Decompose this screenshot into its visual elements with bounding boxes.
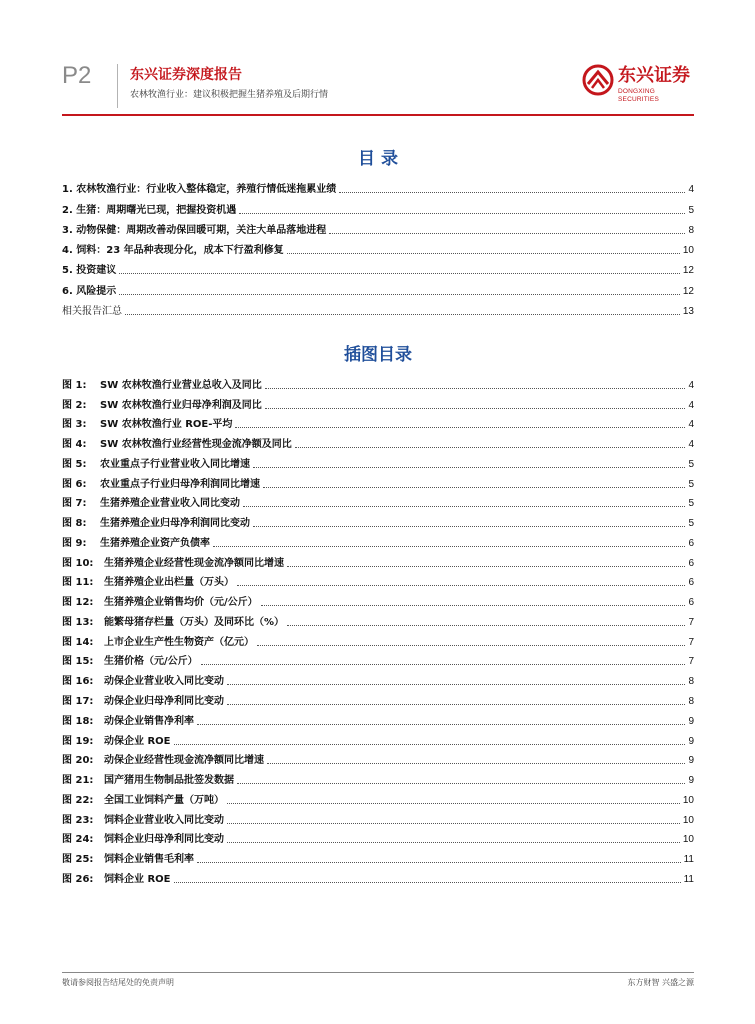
figure-item-page: 7 — [688, 656, 694, 668]
figure-item-label: 国产猪用生物制品批签发数据 — [104, 775, 234, 787]
figure-item-number: 图 20: — [62, 755, 94, 767]
figure-item-number: 图 7: — [62, 498, 87, 510]
figure-item-page: 7 — [688, 636, 694, 648]
figure-item-number: 图 19: — [62, 735, 94, 747]
figure-item[interactable] — [62, 609, 694, 629]
dot-leader — [265, 388, 686, 389]
toc-item-label: 6. 风险提示 — [62, 285, 117, 297]
dot-leader — [213, 546, 685, 547]
figure-item-page: 9 — [688, 715, 694, 727]
figure-item[interactable] — [62, 748, 694, 768]
figure-item[interactable] — [62, 392, 694, 412]
figure-item[interactable] — [62, 471, 694, 491]
figure-item-page: 11 — [683, 854, 694, 866]
toc-item-label: 2. 生猪：周期曙光已现，把握投资机遇 — [62, 204, 237, 216]
figure-item-page: 11 — [683, 873, 694, 885]
figure-item-label: 动保企业销售净利率 — [104, 715, 194, 727]
figures-title: 插图目录 — [344, 345, 412, 365]
footer-rule — [62, 972, 694, 973]
figure-item-label: SW 农林牧渔行业 ROE-平均 — [100, 419, 233, 431]
toc-item[interactable] — [62, 217, 694, 237]
footer-slogan: 东方财智 兴盛之源 — [627, 978, 694, 987]
figure-item-label: 生猪养殖企业营业收入同比变动 — [100, 498, 240, 510]
figure-item-page: 4 — [688, 379, 694, 391]
figure-item-page: 5 — [688, 458, 694, 470]
figure-item-label: 全国工业饲料产量（万吨） — [104, 794, 224, 806]
figure-item-page: 10 — [682, 834, 694, 846]
toc-item-page: 13 — [682, 306, 694, 318]
figure-item[interactable] — [62, 649, 694, 669]
dot-leader — [174, 882, 681, 883]
figure-item-number: 图 26: — [62, 873, 94, 885]
figure-item[interactable] — [62, 589, 694, 609]
figure-item-number: 图 16: — [62, 676, 94, 688]
dot-leader — [197, 724, 685, 725]
figure-item[interactable] — [62, 708, 694, 728]
figure-item-label: SW 农林牧渔行业归母净利润及同比 — [100, 399, 262, 411]
dot-leader — [339, 192, 685, 193]
toc-item-label: 1. 农林牧渔行业：行业收入整体稳定，养殖行情低迷拖累业绩 — [62, 184, 337, 196]
header-rule — [62, 114, 694, 116]
dot-leader — [227, 823, 680, 824]
page-header — [62, 62, 694, 114]
figure-item-label: 生猪养殖企业资产负债率 — [100, 537, 210, 549]
figure-item-page: 6 — [688, 537, 694, 549]
figure-item-number: 图 6: — [62, 478, 87, 490]
figure-item-page: 6 — [688, 577, 694, 589]
figure-item[interactable] — [62, 530, 694, 550]
report-title: 东兴证券深度报告 — [130, 67, 242, 83]
figure-item-page: 10 — [682, 814, 694, 826]
figure-item-number: 图 8: — [62, 518, 87, 530]
logo-name-cn: 东兴证券 — [618, 65, 690, 86]
toc-item-label: 4. 饲料：23 年品种表现分化，成本下行盈利修复 — [62, 245, 284, 257]
dot-leader — [237, 585, 685, 586]
figure-item-number: 图 18: — [62, 715, 94, 727]
toc-item-label: 5. 投资建议 — [62, 265, 117, 277]
figure-item-number: 图 2: — [62, 399, 87, 411]
figure-item[interactable] — [62, 728, 694, 748]
dot-leader — [287, 625, 685, 626]
figure-item[interactable] — [62, 866, 694, 886]
figure-item[interactable] — [62, 827, 694, 847]
figure-item[interactable] — [62, 491, 694, 511]
toc-item-page: 10 — [682, 245, 694, 257]
figure-item-page: 10 — [682, 794, 694, 806]
dot-leader — [174, 744, 686, 745]
figure-item[interactable] — [62, 570, 694, 590]
figure-item-label: 生猪养殖企业销售均价（元/公斤） — [104, 597, 258, 609]
toc-item-page: 12 — [682, 285, 694, 297]
figure-item-page: 4 — [688, 439, 694, 451]
figure-item-number: 图 23: — [62, 814, 94, 826]
dot-leader — [287, 566, 685, 567]
figure-item-label: 农业重点子行业归母净利润同比增速 — [100, 478, 260, 490]
figure-item-label: 生猪养殖企业经营性现金流净额同比增速 — [104, 557, 284, 569]
figure-item-page: 5 — [688, 498, 694, 510]
figure-item-label: 饲料企业营业收入同比变动 — [104, 814, 224, 826]
figure-item-page: 9 — [688, 775, 694, 787]
figure-item[interactable] — [62, 787, 694, 807]
dot-leader — [197, 862, 681, 863]
logo-name-en: DONGXING SECURITIES — [618, 88, 660, 103]
figure-item[interactable] — [62, 668, 694, 688]
dot-leader — [295, 447, 686, 448]
toc-item-page: 4 — [688, 184, 694, 196]
dot-leader — [235, 427, 685, 428]
figure-item-number: 图 17: — [62, 696, 94, 708]
toc-item-page: 5 — [688, 204, 694, 216]
figure-item-page: 7 — [688, 616, 694, 628]
dot-leader — [227, 803, 680, 804]
company-logo — [582, 64, 694, 104]
figure-item[interactable] — [62, 550, 694, 570]
figure-item-number: 图 12: — [62, 597, 94, 609]
dot-leader — [261, 605, 686, 606]
figure-item[interactable] — [62, 431, 694, 451]
figure-item-label: 动保企业营业收入同比变动 — [104, 676, 224, 688]
figure-item-label: 生猪养殖企业归母净利润同比变动 — [100, 518, 250, 530]
figure-item-label: 能繁母猪存栏量（万头）及同环比（%） — [104, 616, 285, 628]
figure-item-page: 4 — [688, 399, 694, 411]
dot-leader — [125, 314, 680, 315]
figure-item-page: 5 — [688, 478, 694, 490]
figure-item-label: 生猪价格（元/公斤） — [104, 656, 198, 668]
dot-leader — [253, 526, 685, 527]
dot-leader — [287, 253, 680, 254]
toc-list — [62, 176, 694, 318]
figure-item-label: 动保企业经营性现金流净额同比增速 — [104, 755, 264, 767]
toc-item-label: 相关报告汇总 — [62, 306, 122, 318]
figure-item-page: 6 — [688, 557, 694, 569]
toc-item[interactable] — [62, 237, 694, 257]
toc-item[interactable] — [62, 298, 694, 318]
figure-item-number: 图 9: — [62, 537, 87, 549]
figure-item-number: 图 24: — [62, 834, 94, 846]
figure-item[interactable] — [62, 412, 694, 432]
figure-item-label: 饲料企业 ROE — [104, 873, 171, 885]
figure-item-page: 6 — [688, 597, 694, 609]
figure-item[interactable] — [62, 807, 694, 827]
dot-leader — [253, 467, 685, 468]
dot-leader — [267, 763, 685, 764]
dot-leader — [227, 704, 685, 705]
figure-item-label: 饲料企业销售毛利率 — [104, 854, 194, 866]
toc-item[interactable] — [62, 277, 694, 297]
dot-leader — [227, 842, 680, 843]
toc-title: 目 录 — [358, 149, 398, 169]
figure-item[interactable] — [62, 846, 694, 866]
dot-leader — [265, 408, 686, 409]
figure-item-number: 图 5: — [62, 458, 87, 470]
figure-item[interactable] — [62, 688, 694, 708]
figure-item-page: 4 — [688, 419, 694, 431]
page-number: P2 — [62, 62, 92, 89]
figure-item-page: 8 — [688, 676, 694, 688]
figure-item-number: 图 11: — [62, 577, 94, 589]
figure-item[interactable] — [62, 629, 694, 649]
figure-item-number: 图 22: — [62, 794, 94, 806]
dot-leader — [239, 213, 685, 214]
dot-leader — [119, 294, 680, 295]
figure-item-number: 图 13: — [62, 616, 94, 628]
figure-item-number: 图 4: — [62, 439, 87, 451]
toc-item-page: 12 — [682, 265, 694, 277]
figure-item[interactable] — [62, 510, 694, 530]
dot-leader — [237, 783, 685, 784]
figure-item[interactable] — [62, 372, 694, 392]
figure-item-label: 农业重点子行业营业收入同比增速 — [100, 458, 250, 470]
figure-item-label: 动保企业 ROE — [104, 735, 171, 747]
figure-item-number: 图 14: — [62, 636, 94, 648]
toc-item[interactable] — [62, 176, 694, 196]
dot-leader — [263, 487, 685, 488]
figure-item[interactable] — [62, 451, 694, 471]
logo-mark-icon — [582, 64, 614, 96]
footer-disclaimer: 敬请参阅报告结尾处的免责声明 — [62, 978, 174, 987]
toc-item-label: 3. 动物保健：周期改善动保回暖可期，关注大单品落地进程 — [62, 224, 327, 236]
toc-item[interactable] — [62, 257, 694, 277]
figure-item-label: SW 农林牧渔行业经营性现金流净额及同比 — [100, 439, 292, 451]
figure-item-number: 图 15: — [62, 656, 94, 668]
dot-leader — [257, 645, 685, 646]
figure-item-number: 图 1: — [62, 379, 87, 391]
figure-item-label: 动保企业归母净利同比变动 — [104, 696, 224, 708]
figure-item-number: 图 25: — [62, 854, 94, 866]
figure-item-page: 5 — [688, 518, 694, 530]
figure-item-number: 图 3: — [62, 419, 87, 431]
figure-item-label: 上市企业生产性生物资产（亿元） — [104, 636, 254, 648]
dot-leader — [119, 273, 680, 274]
dot-leader — [201, 664, 686, 665]
figure-item-page: 9 — [688, 735, 694, 747]
dot-leader — [227, 684, 685, 685]
toc-item[interactable] — [62, 196, 694, 216]
figure-item-page: 8 — [688, 696, 694, 708]
toc-item-page: 8 — [688, 224, 694, 236]
header-divider — [117, 64, 118, 108]
figure-item[interactable] — [62, 767, 694, 787]
figure-item-label: 饲料企业归母净利同比变动 — [104, 834, 224, 846]
report-subtitle: 农林牧渔行业：建议积极把握生猪养殖及后期行情 — [130, 90, 329, 100]
dot-leader — [329, 233, 685, 234]
figure-item-number: 图 21: — [62, 775, 94, 787]
figure-item-label: 生猪养殖企业出栏量（万头） — [104, 577, 234, 589]
figure-item-label: SW 农林牧渔行业营业总收入及同比 — [100, 379, 262, 391]
figure-item-page: 9 — [688, 755, 694, 767]
figure-list — [62, 372, 694, 886]
dot-leader — [243, 506, 685, 507]
figure-item-number: 图 10: — [62, 557, 94, 569]
